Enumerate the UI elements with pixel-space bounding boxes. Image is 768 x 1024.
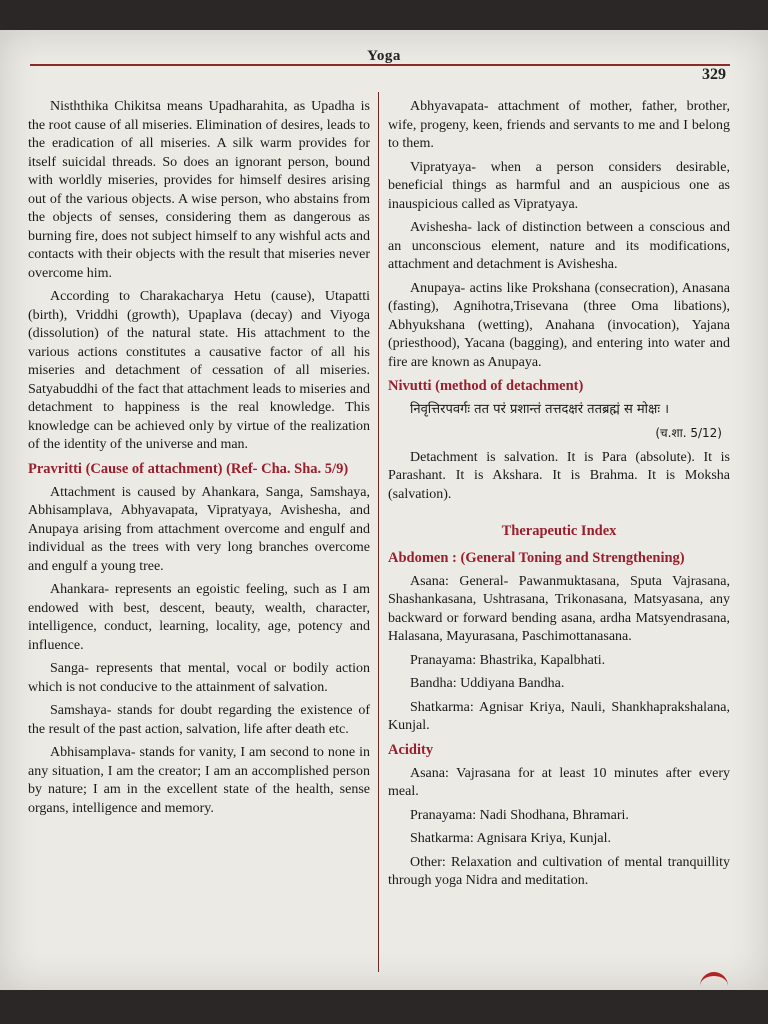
paragraph-abdomen-pranayama: Pranayama: Bhastrika, Kapalbhati. [410, 652, 606, 668]
left-column [28, 98, 370, 823]
heading-acidity: Acidity [388, 741, 434, 758]
paragraph-nisththika: Nisththika Chikitsa means Upadharahita, as Upadha is the root cause of all miseries. Elimination of desires, leads to the eradication of all miseries. A silk warm provides for itself suicidal threads. So does an ignorant person, bound with worldly miseries, provides for himself desires arising out of the various objects. A wise person, who abstains from the objects of senses, considering them as dangerous as burning fire, does not subject himself to any wishful acts and contacts with their objects with the result that miseries never overcome him. [28, 99, 370, 281]
right-column [388, 98, 730, 896]
paragraph-attachment-causes: Attachment is caused by Ahankara, Sanga, Samshaya, Abhisamplava, Abhyavapata, Vipratyaya, Avishesha, and Anupaya arising from attachment overcome and engulf and individual as the trees with very long branches overcome and engulf a young tree. [28, 484, 370, 574]
paragraph-ahankara: Ahankara- represents an egoistic feeling, such as I am endowed with best, descent, beauty, wealth, character, intelligence, conduct, learning, locality, age, potency and influence. [28, 582, 370, 653]
heading-abdomen: Abdomen : (General Toning and Strengthening) [388, 549, 685, 566]
heading-pravritti: Pravritti (Cause of attachment) (Ref- Cha. Sha. 5/9) [28, 460, 349, 477]
paragraph-abdomen-asana: Asana: General- Pawanmuktasana, Sputa Vajrasana, Shashankasana, Ushtrasana, Trikonasana, Matsyasana, any backward or forward bending asana, ardha Matsyendrasana, Halasana, Mayurasana, Paschimottanasana. [388, 573, 730, 644]
paragraph-vipratyaya: Vipratyaya- when a person considers desirable, beneficial things as harmful and an auspicious one as inauspicious called as Vipratyaya. [388, 159, 730, 212]
verse-citation: (च.शा. 5/12) [655, 426, 722, 440]
paragraph-acidity-shatkarma: Shatkarma: Agnisara Kriya, Kunjal. [410, 831, 612, 846]
heading-therapeutic-index: Therapeutic Index [501, 523, 617, 539]
paragraph-sanga: Sanga- represents that mental, vocal or bodily action which is not conducive to the attainment of salvation. [28, 661, 370, 695]
paragraph-abdomen-bandha: Bandha: Uddiyana Bandha. [410, 676, 565, 691]
paragraph-charakacharya: According to Charakacharya Hetu (cause), Utapatti (birth), Vriddhi (growth), Upaplava (decay) and Viyoga (dissolution) of the natural state. His attachment to the various actions constitutes a causative factor of all his miseries and detachment of cessation of all miseries. Satyabuddhi of the fact that attachment leads to miseries and detachment to happiness is the real knowledge. This knowledge can be achieved only by virtue of the realization of the identity of the universe and man. [28, 289, 370, 452]
paragraph-abhisamplava: Abhisamplava- stands for vanity, I am second to none in any situation, I am the creator; I am an accomplished person by nature; I am in the excellent state of the health, sense organs, intelligence and memory. [28, 745, 370, 816]
header-rule [30, 64, 730, 66]
paragraph-abhyavapata: Abhyavapata- attachment of mother, father, brother, wife, progeny, keen, friends and servants to me and I belong to them. [388, 99, 730, 151]
heading-nivutti: Nivutti (method of detachment) [388, 378, 584, 394]
paragraph-acidity-asana: Asana: Vajrasana for at least 10 minutes after every meal. [388, 765, 730, 799]
paragraph-detachment: Detachment is salvation. It is Para (absolute). It is Parashant. It is Akshara. It is Brahma. It is Moksha (salvation). [388, 449, 730, 502]
paragraph-anupaya: Anupaya- actins like Prokshana (consecration), Anasana (fasting), Agnihotra,Trisevana (three Oma libations), Abhyukshana (wetting), Anahana (invocation), Yajana (priesthood), Yacana (bagging), and entering into water and fire are known as Anupaya. [388, 280, 730, 370]
paragraph-acidity-other: Other: Relaxation and cultivation of mental tranquillity through yoga Nidra and meditation. [388, 854, 730, 888]
paragraph-abdomen-shatkarma: Shatkarma: Agnisar Kriya, Nauli, Shankhaprakshalana, Kunjal. [388, 699, 730, 733]
paragraph-samshaya: Samshaya- stands for doubt regarding the existence of the result of the past action, salvation, life after death etc. [28, 703, 370, 737]
paragraph-avishesha: Avishesha- lack of distinction between a conscious and an unconscious element, nature and its modifications, attachment and detachment is Avishesha. [388, 220, 730, 272]
running-header-title: Yoga [367, 48, 401, 64]
sanskrit-verse: निवृत्तिरपवर्गः तत परं प्रशान्तं तत्तदक्षरं ततब्रह्मं स मोक्षः । [410, 402, 670, 417]
paragraph-acidity-pranayama: Pranayama: Nadi Shodhana, Bhramari. [410, 807, 629, 823]
column-divider [378, 92, 379, 972]
page-number: 329 [702, 66, 726, 83]
